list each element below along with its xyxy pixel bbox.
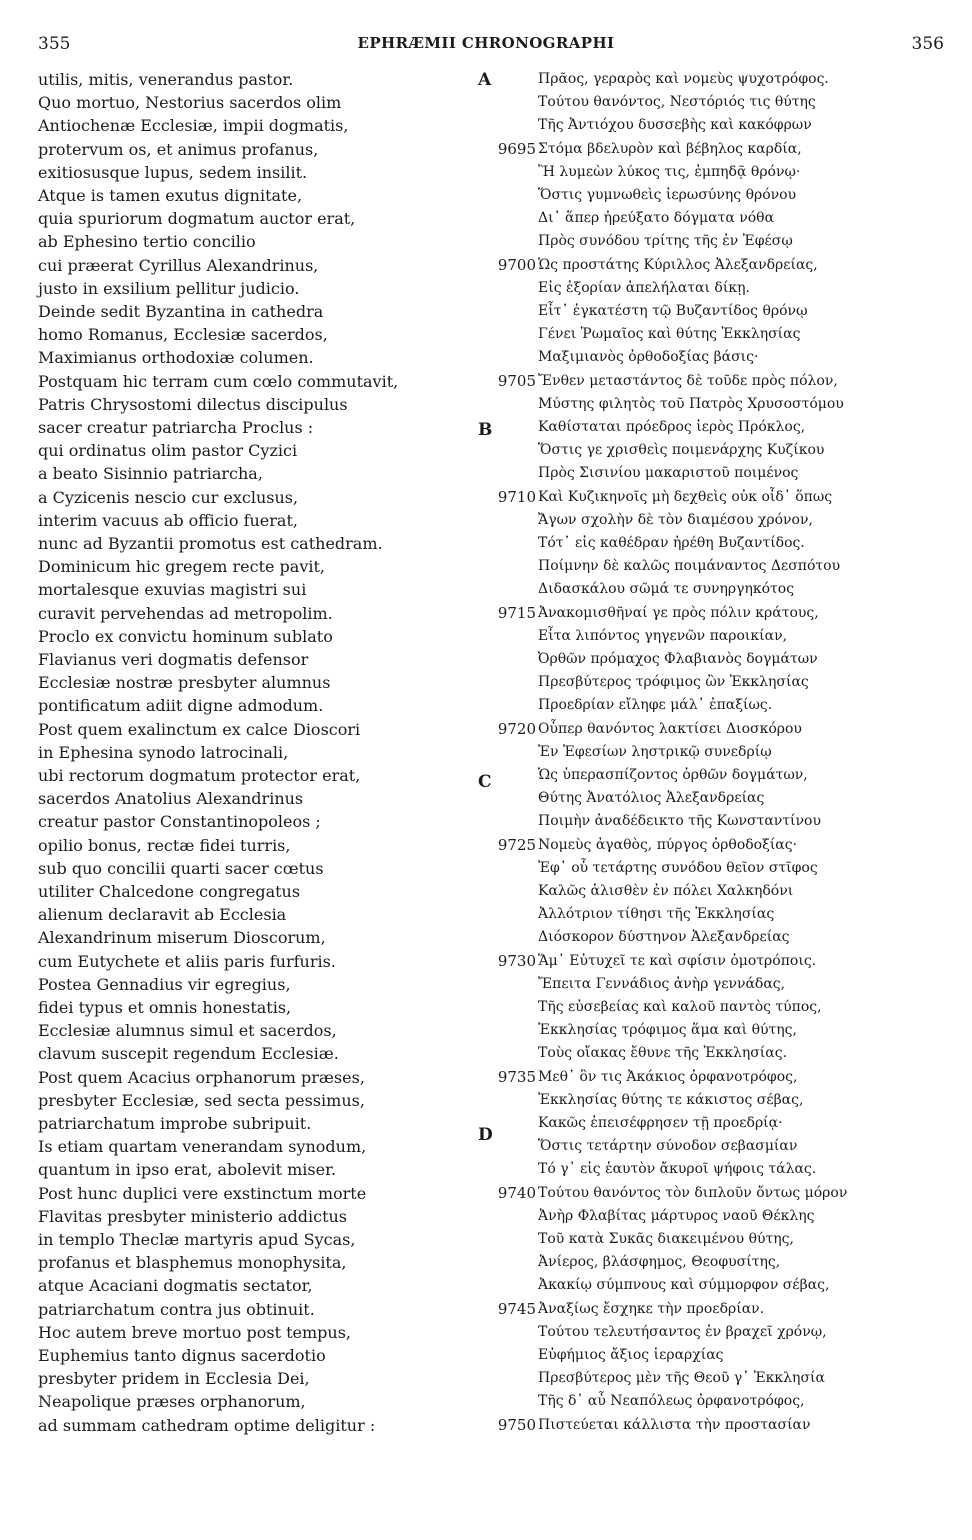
latin-line: Ecclesiæ nostræ presbyter alumnus (38, 673, 331, 693)
verse-number: 9720 (497, 719, 536, 738)
greek-verse-text: Πιστεύεται κάλλιστα τὴν προστασίαν (538, 1416, 811, 1433)
greek-verse-text: Πρεσβύτερος τρόφιμος ὢν Ἐκκλησίας (538, 674, 809, 691)
latin-line: Antiochenæ Ecclesiæ, impii dogmatis, (38, 116, 349, 136)
latin-line: Dominicum hic gregem recte pavit, (38, 557, 326, 577)
latin-line: sacerdos Anatolius Alexandrinus (38, 789, 304, 809)
latin-line: alienum declaravit ab Ecclesia (38, 905, 287, 925)
latin-line: interim vacuus ab officio fuerat, (38, 510, 298, 530)
latin-line: Postquam hic terram cum cœlo commutavit, (38, 371, 399, 391)
greek-verse-text: Ὅστις τετάρτην σύνοδον σεβασμίαν (538, 1138, 798, 1155)
greek-verse-text: Διδασκάλου σῶμά τε συνηργηκότος (538, 581, 795, 598)
latin-line: Flavianus veri dogmatis defensor (38, 650, 309, 669)
latin-line: Postea Gennadius vir egregius, (38, 974, 291, 994)
greek-verse-text: Ἀκακίῳ σύμπνους καὶ σύμμορφον σέβας, (538, 1277, 830, 1294)
latin-line: cum Eutychete et aliis paris furfuris. (38, 951, 336, 971)
greek-verse-text: Ὅστις γυμνωθεὶς ἱερωσύνης θρόνου (538, 187, 797, 203)
latin-line: utilis, mitis, venerandus pastor. (38, 70, 294, 89)
latin-line: pontificatum adiit digne admodum. (38, 696, 324, 716)
greek-verse-text: Ἀναξίως ἔσχηκε τὴν προεδρίαν. (538, 1300, 765, 1317)
greek-verse-text: Οὗπερ θανόντος λακτίσει Διοσκόρου (538, 720, 802, 737)
greek-verse-text: Ποίμνην δὲ καλῶς ποιμάναντος Δεσπότου (538, 558, 841, 575)
greek-verse-text: Τούτου τελευτήσαντος ἐν βραχεῖ χρόνῳ, (538, 1323, 827, 1340)
greek-verse-text: Μαξιμιανὸς ὀρθοδοξίας βάσις· (538, 349, 759, 366)
greek-verse-text: Ἐκκλησίας θύτης τε κάκιστος σέβας, (538, 1091, 804, 1108)
latin-line: atque Acaciani dogmatis sectator, (38, 1276, 313, 1296)
latin-line: Deinde sedit Byzantina in cathedra (38, 302, 324, 321)
greek-verse-text: Ὅστις γε χρισθεὶς ποιμενάρχης Κυζίκου (538, 442, 825, 459)
greek-verse-text: Ὡς προστάτης Κύριλλος Ἀλεξανδρείας, (538, 256, 818, 273)
latin-line: Post quem exalinctum ex calce Dioscori (38, 719, 361, 739)
latin-line: Proclo ex convictu hominum sublato (38, 626, 333, 646)
latin-line: nunc ad Byzantii promotus est cathedram. (38, 534, 383, 553)
greek-verse-text: Ἔπειτα Γεννάδιος ἀνὴρ γεννάδας, (538, 975, 786, 992)
latin-line: Maximianus orthodoxiæ columen. (38, 348, 314, 368)
latin-line: ab Ephesino tertio concilio (38, 232, 256, 252)
latin-line: a beato Sisinnio patriarcha, (38, 464, 263, 484)
greek-verse-text: Ἐκκλησίας τρόφιμος ἅμα καὶ θύτης, (538, 1022, 797, 1039)
greek-verse-text: Ἢ λυμεὼν λύκος τις, ἐμπηδᾷ θρόνῳ· (538, 163, 801, 180)
greek-verse-text: Τῆς Ἀντιόχου δυσσεβὴς καὶ κακόφρων (538, 117, 812, 134)
section-marker-c: C (478, 772, 492, 792)
latin-line: sub quo concilii quarti sacer cœtus (38, 858, 324, 878)
greek-verse-text: Ἀνίερος, βλάσφημος, Θεοφυσίτης, (538, 1254, 781, 1271)
section-marker-b: B (478, 420, 493, 440)
greek-verse-text: Πρᾶος, γεραρὸς καὶ νομεὺς ψυχοτρόφος. (538, 71, 829, 87)
latin-line: Euphemius tanto dignus sacerdotio (38, 1346, 326, 1365)
greek-verse-text: Θύτης Ἀνατόλιος Ἀλεξανδρείας (538, 790, 765, 807)
verse-number: 9710 (497, 487, 536, 506)
greek-verse-text: Ἐν Ἐφεσίων ληστρικῷ συνεδρίῳ (538, 743, 772, 760)
latin-line: justo in exsilium pellitur judicio. (38, 278, 300, 298)
greek-verse-text: Καλῶς ἁλισθὲν ἐν πόλει Χαλκηδόνι (538, 883, 794, 899)
latin-line: Neapolique præses orphanorum, (38, 1392, 306, 1412)
greek-verse-text: Ἄγων σχολὴν δὲ τὸν διαμέσου χρόνον, (538, 511, 813, 528)
greek-verse-text: Τοὺς οἴακας ἔθυνε τῆς Ἐκκλησίας. (538, 1045, 788, 1062)
greek-verse-text: Ἀλλότριον τίθησι τῆς Ἐκκλησίας (538, 906, 775, 923)
section-marker-d: D (478, 1125, 493, 1145)
greek-verse-text: Τοῦ κατὰ Συκᾶς διακειμένου θύτης, (538, 1231, 794, 1247)
greek-verse-text: Εὐφήμιος ἄξιος ἱεραρχίας (538, 1347, 724, 1363)
page-number-left: 355 (38, 34, 71, 54)
verse-number: 9750 (497, 1415, 536, 1434)
greek-verse-text: Εἰς ἐξορίαν ἀπελήλαται δίκῃ. (538, 279, 750, 296)
verse-number: 9730 (497, 951, 536, 970)
latin-line: utiliter Chalcedone congregatus (38, 882, 301, 901)
latin-line: profanus et blasphemus monophysita, (38, 1253, 347, 1273)
latin-line: sacer creatur patriarcha Proclus : (38, 418, 314, 437)
latin-line: presbyter pridem in Ecclesia Dei, (38, 1369, 310, 1389)
page-number-right: 356 (911, 34, 944, 54)
greek-verse-text: Εἶτα λιπόντος γηγενῶν παροικίαν, (538, 627, 788, 644)
latin-line: patriarchatum contra jus obtinuit. (38, 1299, 315, 1319)
greek-verse-text: Κακῶς ἐπεισέφρησεν τῇ προεδρίᾳ· (538, 1115, 783, 1131)
verse-number: 9740 (497, 1183, 536, 1202)
greek-verse-text: Πρὸς Σισινίου μακαριστοῦ ποιμένος (538, 465, 799, 482)
greek-verse-text: Εἶτ᾽ ἐγκατέστη τῷ Βυζαντίδος θρόνῳ (538, 303, 808, 319)
latin-line: curavit pervehendas ad metropolim. (38, 603, 333, 623)
greek-verse-text: Στόμα βδελυρὸν καὶ βέβηλος καρδία, (538, 140, 802, 157)
latin-line: quia spuriorum dogmatum auctor erat, (38, 209, 356, 229)
greek-verse-text: Πρὸς συνόδου τρίτης τῆς ἐν Ἐφέσῳ (538, 233, 793, 250)
latin-line: clavum suscepit regendum Ecclesiæ. (38, 1044, 339, 1064)
latin-line: Atque is tamen exutus dignitate, (38, 186, 303, 205)
greek-verse-text: Ἐφ᾽ οὗ τετάρτης συνόδου θεῖον στῖφος (538, 859, 818, 876)
greek-verse-text: Γένει Ῥωμαῖος καὶ θύτης Ἐκκλησίας (538, 326, 801, 343)
latin-line: Post quem Acacius orphanorum præses, (38, 1067, 365, 1087)
latin-line: exitiosusque lupus, sedem insilit. (38, 162, 308, 182)
greek-verse-text: Τῆς εὐσεβείας καὶ καλοῦ παντὸς τύπος, (538, 999, 822, 1015)
greek-verse-text: Τούτου θανόντος, Νεστόριός τις θύτης (538, 94, 816, 111)
greek-verse-text: Τούτου θανόντος τὸν διπλοῦν ὄντως μόρον (538, 1184, 848, 1201)
greek-verse-text: Ἀνὴρ Φλαβίτας μάρτυρος ναοῦ Θέκλης (538, 1207, 815, 1224)
greek-verse-text: Πρεσβύτερος μὲν τῆς Θεοῦ γ᾽ Ἐκκλησία (538, 1370, 825, 1387)
latin-line: a Cyzicenis nescio cur exclusus, (38, 487, 299, 507)
latin-line: in templo Theclæ martyris apud Sycas, (38, 1230, 356, 1249)
latin-line: presbyter Ecclesiæ, sed secta pessimus, (38, 1090, 365, 1110)
greek-verse-text: Διόσκορον δύστηνον Ἀλεξανδρείας (538, 929, 790, 946)
greek-verse-text: Καὶ Κυζικηνοῖς μὴ δεχθεὶς οὐκ οἶδ᾽ ὅπως (538, 488, 833, 505)
latin-line: quantum in ipso erat, abolevit miser. (38, 1160, 337, 1180)
latin-line: ad summam cathedram optime deligitur : (38, 1415, 376, 1435)
greek-verse-text: Τῆς δ᾽ αὖ Νεαπόλεως ὀρφανοτρόφος, (538, 1393, 805, 1410)
latin-line: opilio bonus, rectæ fidei turris, (38, 835, 291, 855)
verse-number: 9735 (497, 1067, 536, 1086)
latin-line: homo Romanus, Ecclesiæ sacerdos, (38, 325, 328, 345)
greek-verse-text: Μεθ᾽ ὃν τις Ἀκάκιος ὀρφανοτρόφος, (538, 1068, 798, 1085)
latin-line: Alexandrinum miserum Dioscorum, (38, 928, 326, 948)
latin-line: Quo mortuo, Nestorius sacerdos olim (38, 93, 342, 113)
running-title: EPHRÆMII CHRONOGRAPHI (357, 34, 615, 52)
verse-number: 9705 (497, 371, 536, 390)
latin-line: Flavitas presbyter ministerio addictus (38, 1206, 348, 1226)
verse-number: 9745 (497, 1299, 536, 1318)
greek-verse-text: Ἅμ᾽ Εὐτυχεῖ τε καὶ σφίσιν ὁμοτρόποις. (538, 952, 817, 969)
latin-line: Is etiam quartam venerandam synodum, (38, 1137, 367, 1157)
latin-line: fidei typus et omnis honestatis, (38, 998, 292, 1017)
verse-number: 9725 (497, 835, 536, 854)
greek-verse-text: Ἀνακομισθῆναί γε πρὸς πόλιν κράτους, (538, 604, 819, 621)
verse-number: 9700 (497, 255, 536, 274)
greek-verse-text: Προεδρίαν εἴληφε μάλ᾽ ἐπαξίως. (538, 697, 773, 714)
latin-line: creatur pastor Constantinopoleos ; (38, 812, 321, 832)
greek-verse-text: Ὀρθῶν πρόμαχος Φλαβιανὸς δογμάτων (538, 651, 818, 667)
latin-line: patriarchatum improbe subripuit. (38, 1114, 312, 1133)
verse-number: 9695 (497, 139, 536, 158)
latin-line: cui præerat Cyrillus Alexandrinus, (38, 255, 319, 275)
latin-line: Ecclesiæ alumnus simul et sacerdos, (38, 1021, 337, 1041)
greek-verse-text: Ὡς ὑπερασπίζοντος ὀρθῶν δογμάτων, (538, 767, 808, 783)
page-header (0, 34, 972, 58)
latin-line: in Ephesina synodo latrocinali, (38, 742, 289, 762)
greek-verse-text: Ποιμὴν ἀναδέδεικτο τῆς Κωνσταντίνου (538, 813, 821, 830)
latin-line: Patris Chrysostomi dilectus discipulus (38, 394, 348, 414)
greek-verse-text: Ἔνθεν μεταστάντος δὲ τοῦδε πρὸς πόλον, (538, 372, 838, 389)
latin-line: Post hunc duplici vere exstinctum morte (38, 1183, 367, 1203)
verse-number: 9715 (497, 603, 536, 622)
latin-line: Hoc autem breve mortuo post tempus, (38, 1322, 352, 1342)
greek-verse-text: Τό γ᾽ εἰς ἑαυτὸν ἄκυροῖ ψήφοις τάλας. (538, 1161, 817, 1178)
greek-verse-text: Δι᾽ ἅπερ ἠρεύξατο δόγματα νόθα (538, 210, 775, 227)
greek-verse-text: Μύστης φιλητὸς τοῦ Πατρὸς Χρυσοστόμου (538, 395, 844, 412)
greek-verse-text: Τότ᾽ εἰς καθέδραν ἠρέθη Βυζαντίδος. (538, 535, 805, 551)
greek-verse-text: Καθίσταται πρόεδρος ἱερὸς Πρόκλος, (538, 419, 806, 435)
section-marker-a: A (478, 70, 492, 90)
latin-line: ubi rectorum dogmatum protector erat, (38, 766, 361, 785)
latin-line: mortalesque exuvias magistri sui (38, 580, 307, 600)
latin-line: qui ordinatus olim pastor Cyzici (38, 441, 298, 461)
greek-verse-text: Νομεὺς ἀγαθὸς, πύργος ὀρθοδοξίας· (538, 836, 798, 853)
latin-line: protervum os, et animus profanus, (38, 139, 319, 159)
